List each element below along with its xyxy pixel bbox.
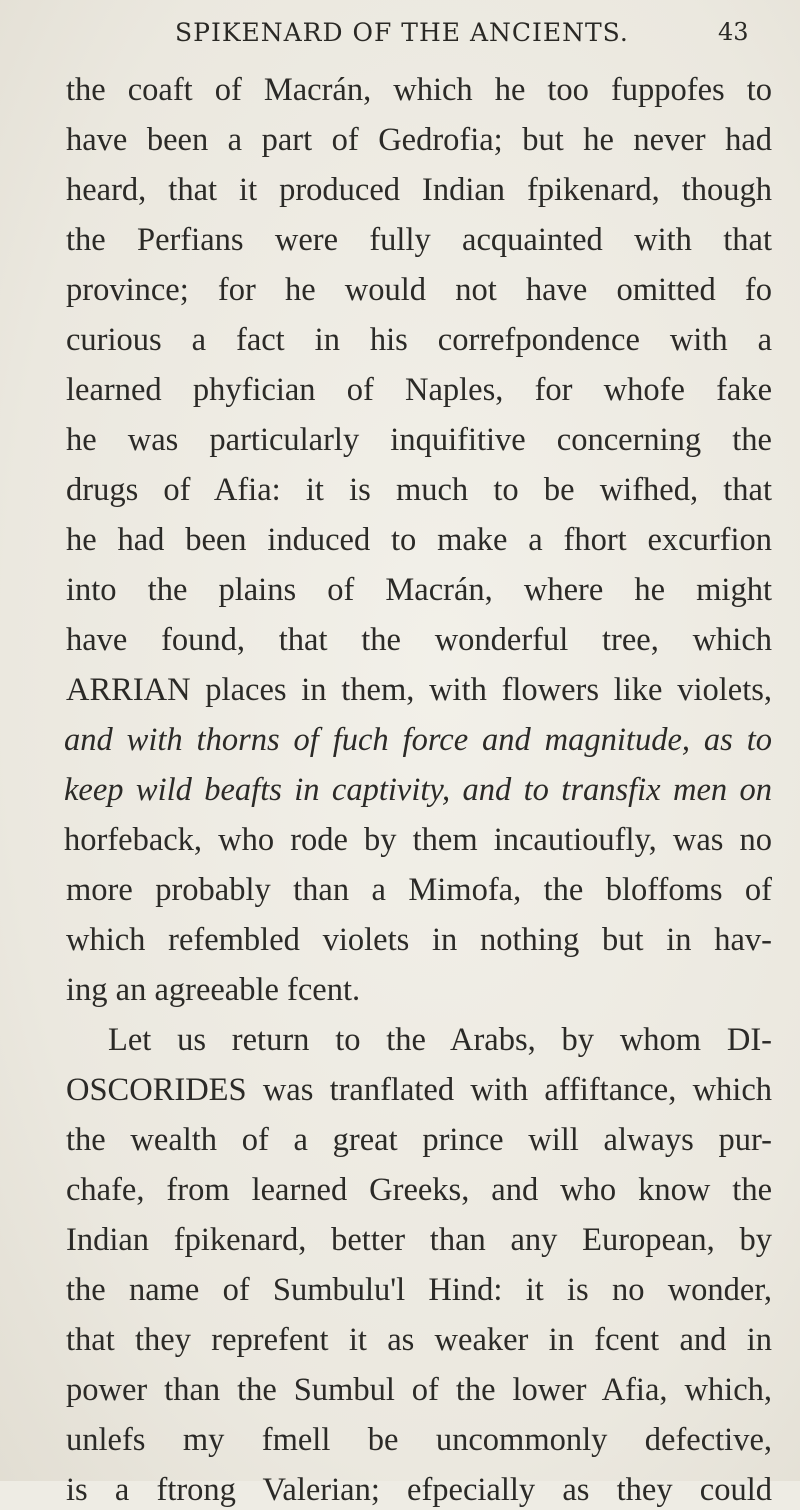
text-line: and with thorns of fuch force and magnitude, as to bbox=[64, 722, 772, 758]
page-header bbox=[0, 18, 800, 58]
text-line: unlefs my fmell be uncommonly defective, bbox=[66, 1422, 772, 1458]
text-line: he had been induced to make a fhort excurfion bbox=[66, 522, 772, 558]
text-line: curious a fact in his correfpondence with a bbox=[66, 322, 772, 358]
text-line: horfeback, who rode by them incautioufly, was no bbox=[64, 822, 772, 858]
text-line: power than the Sumbul of the lower Afia, which, bbox=[66, 1372, 772, 1408]
text-line: is a ftrong Valerian; efpecially as they could bbox=[66, 1472, 772, 1508]
text-line: into the plains of Macrán, where he might bbox=[66, 572, 772, 608]
text-line: keep wild beafts in captivity, and to transfix men on bbox=[64, 772, 772, 808]
text-line: OSCORIDES was tranflated with affiftance, which bbox=[66, 1072, 772, 1108]
text-line: ARRIAN places in them, with flowers like violets, bbox=[66, 672, 772, 708]
text-line: the name of Sumbulu'l Hind: it is no wonder, bbox=[66, 1272, 772, 1308]
text-line: have been a part of Gedrofia; but he never had bbox=[66, 122, 772, 158]
text-line: more probably than a Mimofa, the bloffoms of bbox=[66, 872, 772, 908]
text-line: Let us return to the Arabs, by whom DI- bbox=[108, 1022, 772, 1058]
text-line: that they reprefent it as weaker in fcent and in bbox=[66, 1322, 772, 1358]
text-line: the wealth of a great prince will always pur- bbox=[66, 1122, 772, 1158]
text-line: have found, that the wonderful tree, which bbox=[66, 622, 772, 658]
text-line: Indian fpikenard, better than any European, by bbox=[66, 1222, 772, 1258]
text-line: heard, that it produced Indian fpikenard, though bbox=[66, 172, 772, 208]
text-line: chafe, from learned Greeks, and who know the bbox=[66, 1172, 772, 1208]
running-head: SPIKENARD OF THE ANCIENTS. bbox=[175, 18, 629, 47]
text-line: ing an agreeable fcent. bbox=[66, 972, 361, 1008]
text-line: drugs of Afia: it is much to be wifhed, that bbox=[66, 472, 772, 508]
text-line: the Perfians were fully acquainted with that bbox=[66, 222, 772, 258]
text-line: the coaft of Macrán, which he too fuppofes to bbox=[66, 72, 772, 108]
text-line: province; for he would not have omitted fo bbox=[66, 272, 772, 308]
text-line: which refembled violets in nothing but in hav- bbox=[66, 922, 772, 958]
text-line: he was particularly inquifitive concerning the bbox=[66, 422, 772, 458]
text-line: learned phyfician of Naples, for whofe fake bbox=[66, 372, 772, 408]
page-number: 43 bbox=[718, 18, 749, 46]
